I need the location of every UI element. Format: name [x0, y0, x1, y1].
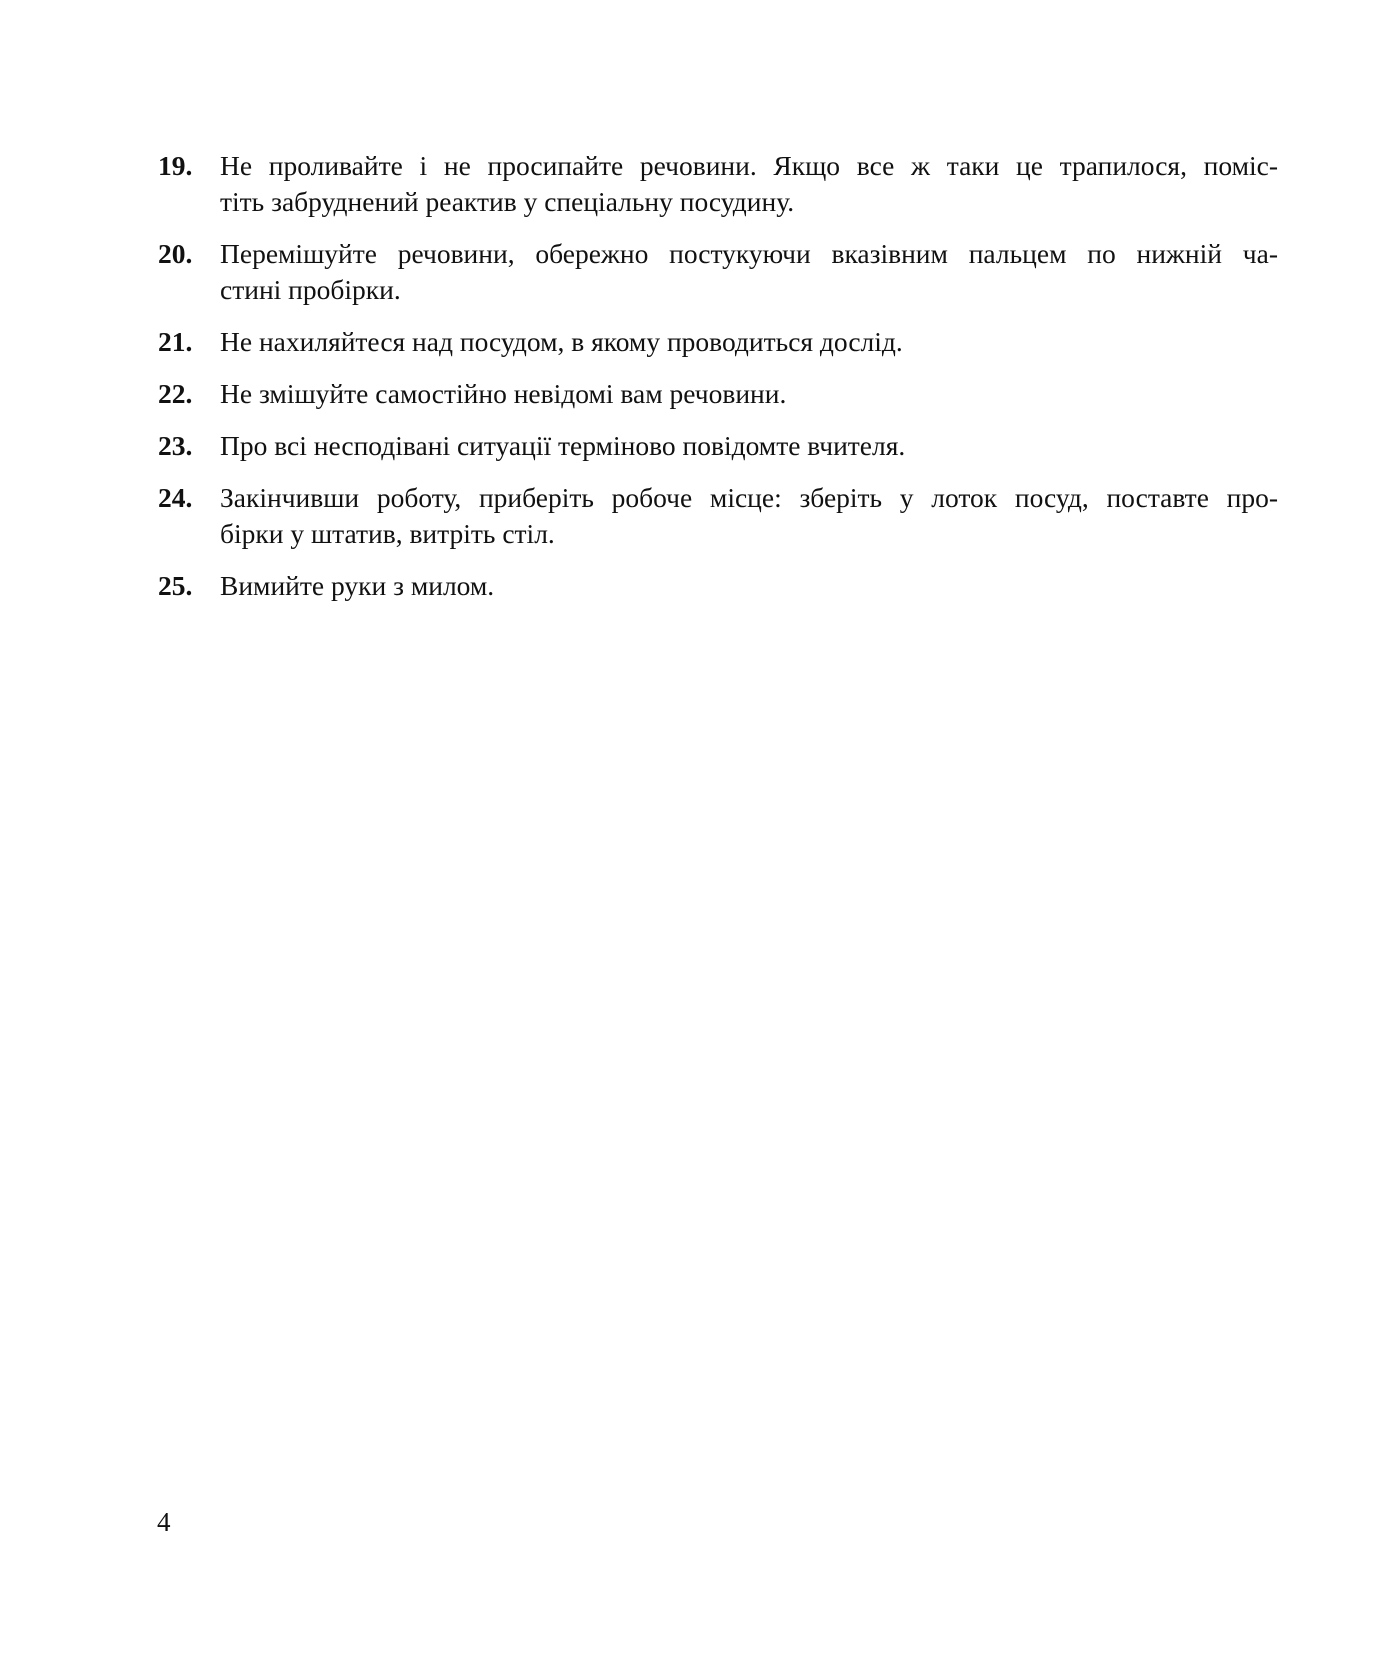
rule-line: стині пробірки. — [220, 274, 401, 305]
rule-number: 22. — [158, 378, 193, 409]
rule-line: Перемішуйте речовини, обережно постукуючи вказівним пальцем по нижній ча- — [220, 238, 1278, 269]
rule-line: Закінчивши роботу, приберіть робоче місце: зберіть у лоток посуд, поставте про- — [220, 482, 1278, 513]
rule-text — [220, 376, 1278, 412]
rule-line: бірки у штатив, витріть стіл. — [220, 518, 555, 549]
rule-number: 21. — [158, 326, 193, 357]
rule-number: 24. — [158, 482, 193, 513]
page-number: 4 — [157, 1507, 171, 1537]
rule-19 — [158, 148, 1278, 220]
rule-line: тіть забруднений реактив у спеціальну посудину. — [220, 186, 795, 217]
rule-text — [220, 428, 1278, 464]
rule-line: Не змішуйте самостійно невідомі вам речовини. — [220, 378, 787, 409]
rule-21 — [158, 324, 1278, 360]
rule-line: Не нахиляйтеся над посудом, в якому проводиться дослід. — [220, 326, 903, 357]
rule-number: 23. — [158, 430, 193, 461]
rule-25 — [158, 568, 1278, 604]
rule-text — [220, 568, 1278, 604]
rule-23 — [158, 428, 1278, 464]
rule-number: 19. — [158, 150, 193, 181]
rule-text — [220, 324, 1278, 360]
rule-20 — [158, 236, 1278, 308]
rule-line: Не проливайте і не просипайте речовини. Якщо все ж таки це трапилося, поміс- — [220, 150, 1278, 181]
rule-text — [220, 236, 1278, 308]
rule-text — [220, 148, 1278, 220]
rule-22 — [158, 376, 1278, 412]
rule-line: Вимийте руки з милом. — [220, 570, 495, 601]
safety-rules-list — [158, 148, 1278, 620]
rule-24 — [158, 480, 1278, 552]
rule-number: 20. — [158, 238, 193, 269]
rule-line: Про всі несподівані ситуації терміново повідомте вчителя. — [220, 430, 906, 461]
rule-text — [220, 480, 1278, 552]
rule-number: 25. — [158, 570, 193, 601]
